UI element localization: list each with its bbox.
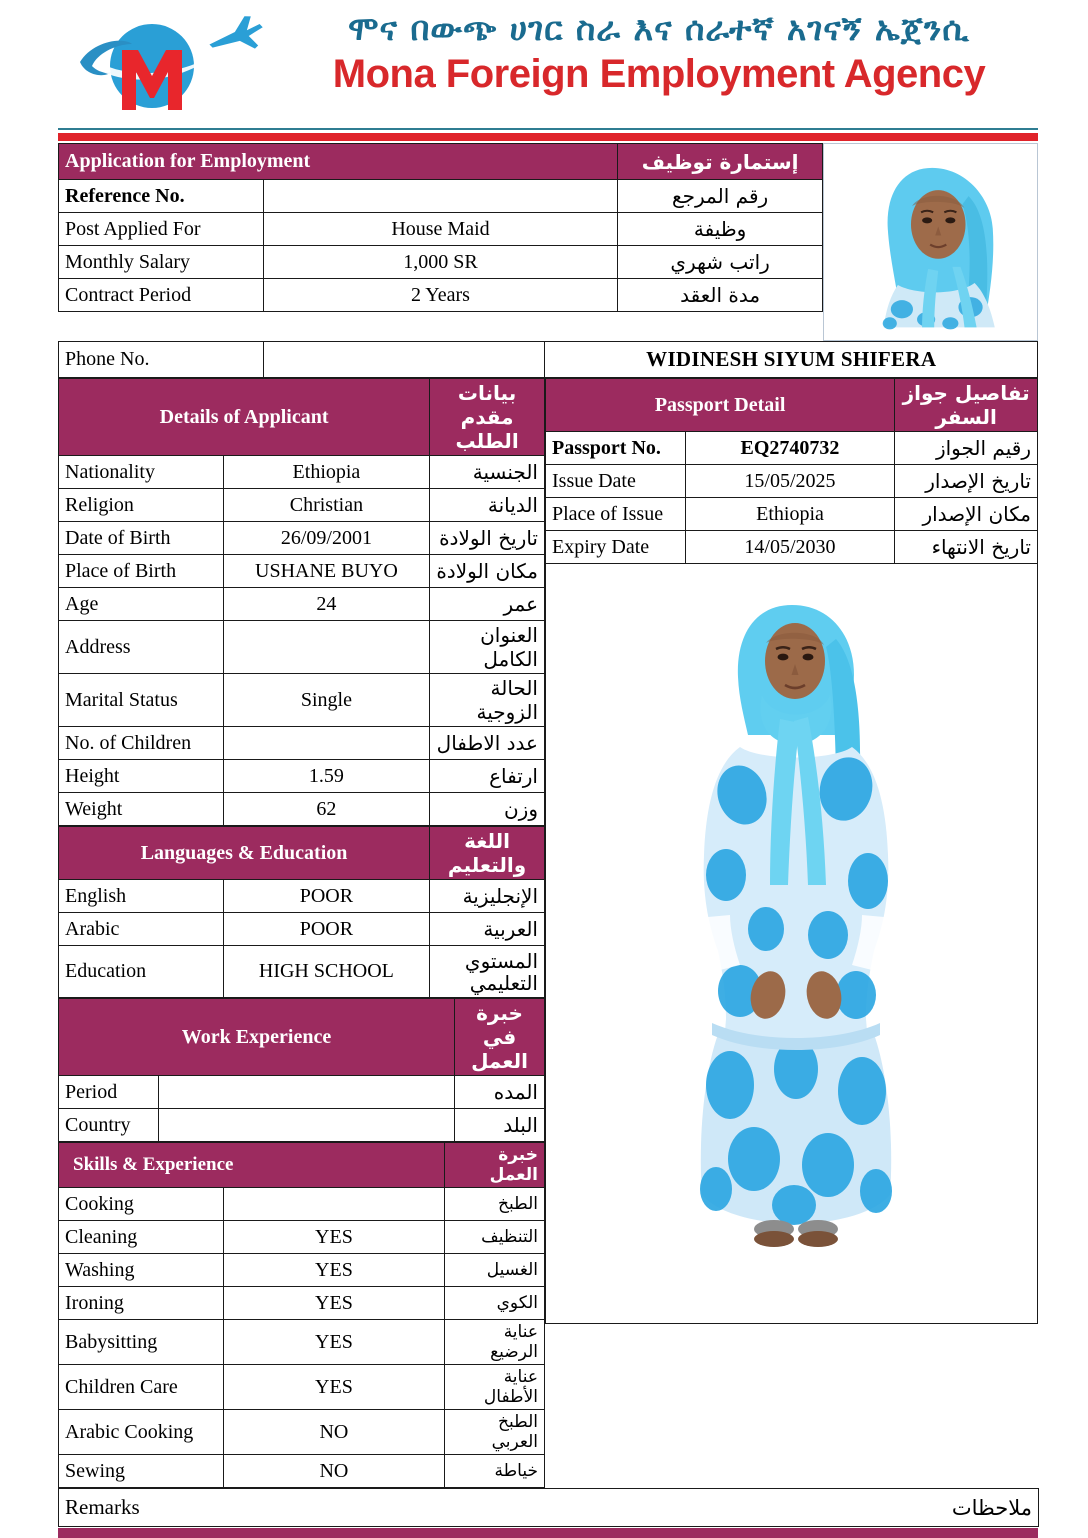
table-row: [59, 674, 545, 727]
nationality-label-ar: الجنسية: [430, 456, 545, 489]
table-row: [59, 727, 545, 760]
country-value[interactable]: [158, 1109, 454, 1142]
post-applied-value[interactable]: House Maid: [263, 213, 617, 246]
top-block: [58, 143, 1038, 341]
ironing-label-ar: الكوي: [445, 1287, 545, 1320]
post-applied-label: Post Applied For: [59, 213, 264, 246]
babysitting-label: Babysitting: [59, 1320, 224, 1365]
table-row: [59, 180, 823, 213]
cooking-label: Cooking: [59, 1188, 224, 1221]
washing-value[interactable]: YES: [223, 1254, 444, 1287]
place-of-issue-label: Place of Issue: [546, 498, 686, 531]
period-value[interactable]: [158, 1076, 454, 1109]
marital-status-label: Marital Status: [59, 674, 224, 727]
passport-no-label: Passport No.: [546, 432, 686, 465]
table-row: [59, 880, 545, 913]
date-of-birth-value[interactable]: 26/09/2001: [223, 522, 429, 555]
languages-section-title-en: Languages & Education: [59, 827, 430, 880]
monthly-salary-label-ar: راتب شهري: [618, 246, 823, 279]
contract-period-value[interactable]: 2 Years: [263, 279, 617, 312]
table-row: [59, 1221, 545, 1254]
religion-value[interactable]: Christian: [223, 489, 429, 522]
application-table: [58, 143, 823, 312]
skills-experience-table: [58, 1142, 545, 1488]
cleaning-value[interactable]: YES: [223, 1221, 444, 1254]
details-section-title-en: Details of Applicant: [59, 379, 430, 456]
address-label-ar: العنوان الكامل: [430, 621, 545, 674]
marital-status-label-ar: الحالة الزوجية: [430, 674, 545, 727]
phone-no-label: Phone No.: [59, 342, 264, 378]
arabic-label: Arabic: [59, 913, 224, 946]
skills-section-title-ar: خبرة العمل: [445, 1143, 545, 1188]
contract-period-label-ar: مدة العقد: [618, 279, 823, 312]
address-label: Address: [59, 621, 224, 674]
table-row: [59, 621, 545, 674]
expiry-date-value[interactable]: 14/05/2030: [685, 531, 895, 564]
country-label-ar: البلد: [455, 1109, 545, 1142]
nationality-label: Nationality: [59, 456, 224, 489]
table-row: [59, 1489, 1039, 1527]
expiry-date-label-ar: تاريخ الانتهاء: [895, 531, 1038, 564]
red-divider: [58, 133, 1038, 141]
table-row: [59, 1455, 545, 1488]
education-label: Education: [59, 946, 224, 998]
height-value[interactable]: 1.59: [223, 760, 429, 793]
table-row: [546, 531, 1038, 564]
sewing-label: Sewing: [59, 1455, 224, 1488]
table-row: [59, 1188, 545, 1221]
babysitting-label-ar: عناية الرضيع: [445, 1320, 545, 1365]
passport-no-label-ar: رقيم الجواز: [895, 432, 1038, 465]
table-row: [59, 793, 545, 826]
applicant-full-body-photo: [546, 564, 1038, 1324]
remarks-label-ar: ملاحظات: [839, 1489, 1039, 1527]
languages-section-header: [59, 827, 545, 880]
table-row: [59, 913, 545, 946]
skills-section-title-en: Skills & Experience: [59, 1143, 445, 1188]
age-label: Age: [59, 588, 224, 621]
cooking-value[interactable]: [223, 1188, 444, 1221]
children-care-label: Children Care: [59, 1365, 224, 1410]
issue-date-label-ar: تاريخ الإصدار: [895, 465, 1038, 498]
weight-label-ar: وزن: [430, 793, 545, 826]
monthly-salary-label: Monthly Salary: [59, 246, 264, 279]
religion-label-ar: الديانة: [430, 489, 545, 522]
address-value[interactable]: [223, 621, 429, 674]
table-row: [59, 1076, 545, 1109]
applicant-passport-photo: [824, 144, 1037, 340]
table-row: [59, 1109, 545, 1142]
table-row: [59, 246, 823, 279]
table-row: [59, 489, 545, 522]
english-agency-title: Mona Foreign Employment Agency: [332, 52, 986, 97]
passport-section-title-ar: تفاصيل جواز السفر: [895, 379, 1038, 432]
period-label-ar: المده: [455, 1076, 545, 1109]
work-experience-title-en: Work Experience: [59, 999, 455, 1076]
height-label-ar: ارتفاع: [430, 760, 545, 793]
no-of-children-label: No. of Children: [59, 727, 224, 760]
applicant-name: WIDINESH SIYUM SHIFERA: [545, 342, 1038, 378]
age-label-ar: عمر: [430, 588, 545, 621]
english-value[interactable]: POOR: [223, 880, 429, 913]
application-section-title-en: Application for Employment: [59, 144, 618, 180]
table-row: [546, 465, 1038, 498]
children-care-label-ar: عناية الأطفال: [445, 1365, 545, 1410]
application-section-header: [59, 144, 823, 180]
period-label: Period: [59, 1076, 159, 1109]
table-row: [59, 588, 545, 621]
table-row: [59, 522, 545, 555]
education-label-ar: المستوي التعليمي: [430, 946, 545, 998]
weight-label: Weight: [59, 793, 224, 826]
passport-photo-frame: [823, 143, 1038, 341]
arabic-cooking-label-ar: الطبخ العربي: [445, 1410, 545, 1455]
phone-no-value[interactable]: [263, 342, 545, 378]
languages-education-table: [58, 826, 545, 998]
children-care-value[interactable]: YES: [223, 1365, 444, 1410]
country-label: Country: [59, 1109, 159, 1142]
expiry-date-label: Expiry Date: [546, 531, 686, 564]
weight-value[interactable]: 62: [223, 793, 429, 826]
passport-detail-table: [545, 378, 1038, 564]
table-row: [59, 456, 545, 489]
contract-period-label: Contract Period: [59, 279, 264, 312]
table-row: [59, 342, 1038, 378]
table-row: [59, 213, 823, 246]
issue-date-value[interactable]: 15/05/2025: [685, 465, 895, 498]
post-applied-label-ar: وظيفة: [618, 213, 823, 246]
cleaning-label: Cleaning: [59, 1221, 224, 1254]
skills-section-header: [59, 1143, 545, 1188]
work-experience-section-header: [59, 999, 545, 1076]
table-row: [59, 760, 545, 793]
teal-divider: [58, 128, 1038, 130]
no-of-children-value[interactable]: [223, 727, 429, 760]
washing-label-ar: الغسيل: [445, 1254, 545, 1287]
application-form: [58, 143, 1038, 1538]
place-of-birth-label-ar: مكان الولادة: [430, 555, 545, 588]
no-of-children-label-ar: عدد الاطفال: [430, 727, 545, 760]
reference-no-label: Reference No.: [59, 180, 264, 213]
english-label: English: [59, 880, 224, 913]
table-row: [59, 1365, 545, 1410]
washing-label: Washing: [59, 1254, 224, 1287]
table-row: [546, 432, 1038, 465]
reference-no-label-ar: رقم المرجع: [618, 180, 823, 213]
remarks-value[interactable]: [359, 1489, 839, 1527]
phone-name-table: [58, 341, 1038, 378]
ironing-label: Ironing: [59, 1287, 224, 1320]
sewing-label-ar: خياطة: [445, 1455, 545, 1488]
left-column: [58, 378, 545, 1488]
passport-no-value[interactable]: EQ2740732: [685, 432, 895, 465]
table-row: [59, 555, 545, 588]
issue-date-label: Issue Date: [546, 465, 686, 498]
babysitting-value[interactable]: YES: [223, 1320, 444, 1365]
application-table-wrap: [58, 143, 823, 312]
date-of-birth-label-ar: تاريخ الولادة: [430, 522, 545, 555]
height-label: Height: [59, 760, 224, 793]
table-row: [59, 1410, 545, 1455]
header-titles: [258, 8, 1060, 97]
arabic-cooking-value[interactable]: NO: [223, 1410, 444, 1455]
cleaning-label-ar: التنظيف: [445, 1221, 545, 1254]
agency-logo: [74, 14, 264, 118]
table-row: [59, 1320, 545, 1365]
arabic-value[interactable]: POOR: [223, 913, 429, 946]
work-experience-title-ar: خبرة في العمل: [455, 999, 545, 1076]
arabic-cooking-label: Arabic Cooking: [59, 1410, 224, 1455]
page-header: [0, 0, 1088, 122]
cooking-label-ar: الطبخ: [445, 1188, 545, 1221]
details-section-header: [59, 379, 545, 456]
place-of-birth-value[interactable]: USHANE BUYO: [223, 555, 429, 588]
right-column: [545, 378, 1038, 1324]
table-row: [59, 1287, 545, 1320]
passport-section-title-en: Passport Detail: [546, 379, 895, 432]
details-section-title-ar: بيانات مقدم الطلب: [430, 379, 545, 456]
amharic-agency-title: ሞና በውጭ ሀገር ስራ እና ሰራተኛ አገናኝ ኤጀንሲ: [348, 9, 970, 48]
table-row: [59, 279, 823, 312]
passport-section-header: [546, 379, 1038, 432]
marital-status-value[interactable]: Single: [223, 674, 429, 727]
details-of-applicant-table: [58, 378, 545, 826]
date-of-birth-label: Date of Birth: [59, 522, 224, 555]
place-of-issue-value[interactable]: Ethiopia: [685, 498, 895, 531]
remarks-table: [58, 1488, 1039, 1527]
age-value[interactable]: 24: [223, 588, 429, 621]
main-content: [58, 378, 1038, 1488]
monthly-salary-value[interactable]: 1,000 SR: [263, 246, 617, 279]
table-row: [59, 946, 545, 998]
work-experience-table: [58, 998, 545, 1142]
place-of-birth-label: Place of Birth: [59, 555, 224, 588]
ironing-value[interactable]: YES: [223, 1287, 444, 1320]
english-label-ar: الإنجليزية: [430, 880, 545, 913]
nationality-value[interactable]: Ethiopia: [223, 456, 429, 489]
languages-section-title-ar: اللغة والتعليم: [430, 827, 545, 880]
application-section-title-ar: إستمارة توظيف: [618, 144, 823, 180]
remarks-label: Remarks: [59, 1489, 359, 1527]
table-row: [59, 1254, 545, 1287]
full-body-photo-frame: [545, 564, 1038, 1324]
reference-no-value[interactable]: [263, 180, 617, 213]
table-row: [546, 498, 1038, 531]
education-value[interactable]: HIGH SCHOOL: [223, 946, 429, 998]
religion-label: Religion: [59, 489, 224, 522]
arabic-label-ar: العربية: [430, 913, 545, 946]
bottom-accent-band: [58, 1528, 1038, 1538]
place-of-issue-label-ar: مكان الإصدار: [895, 498, 1038, 531]
sewing-value[interactable]: NO: [223, 1455, 444, 1488]
